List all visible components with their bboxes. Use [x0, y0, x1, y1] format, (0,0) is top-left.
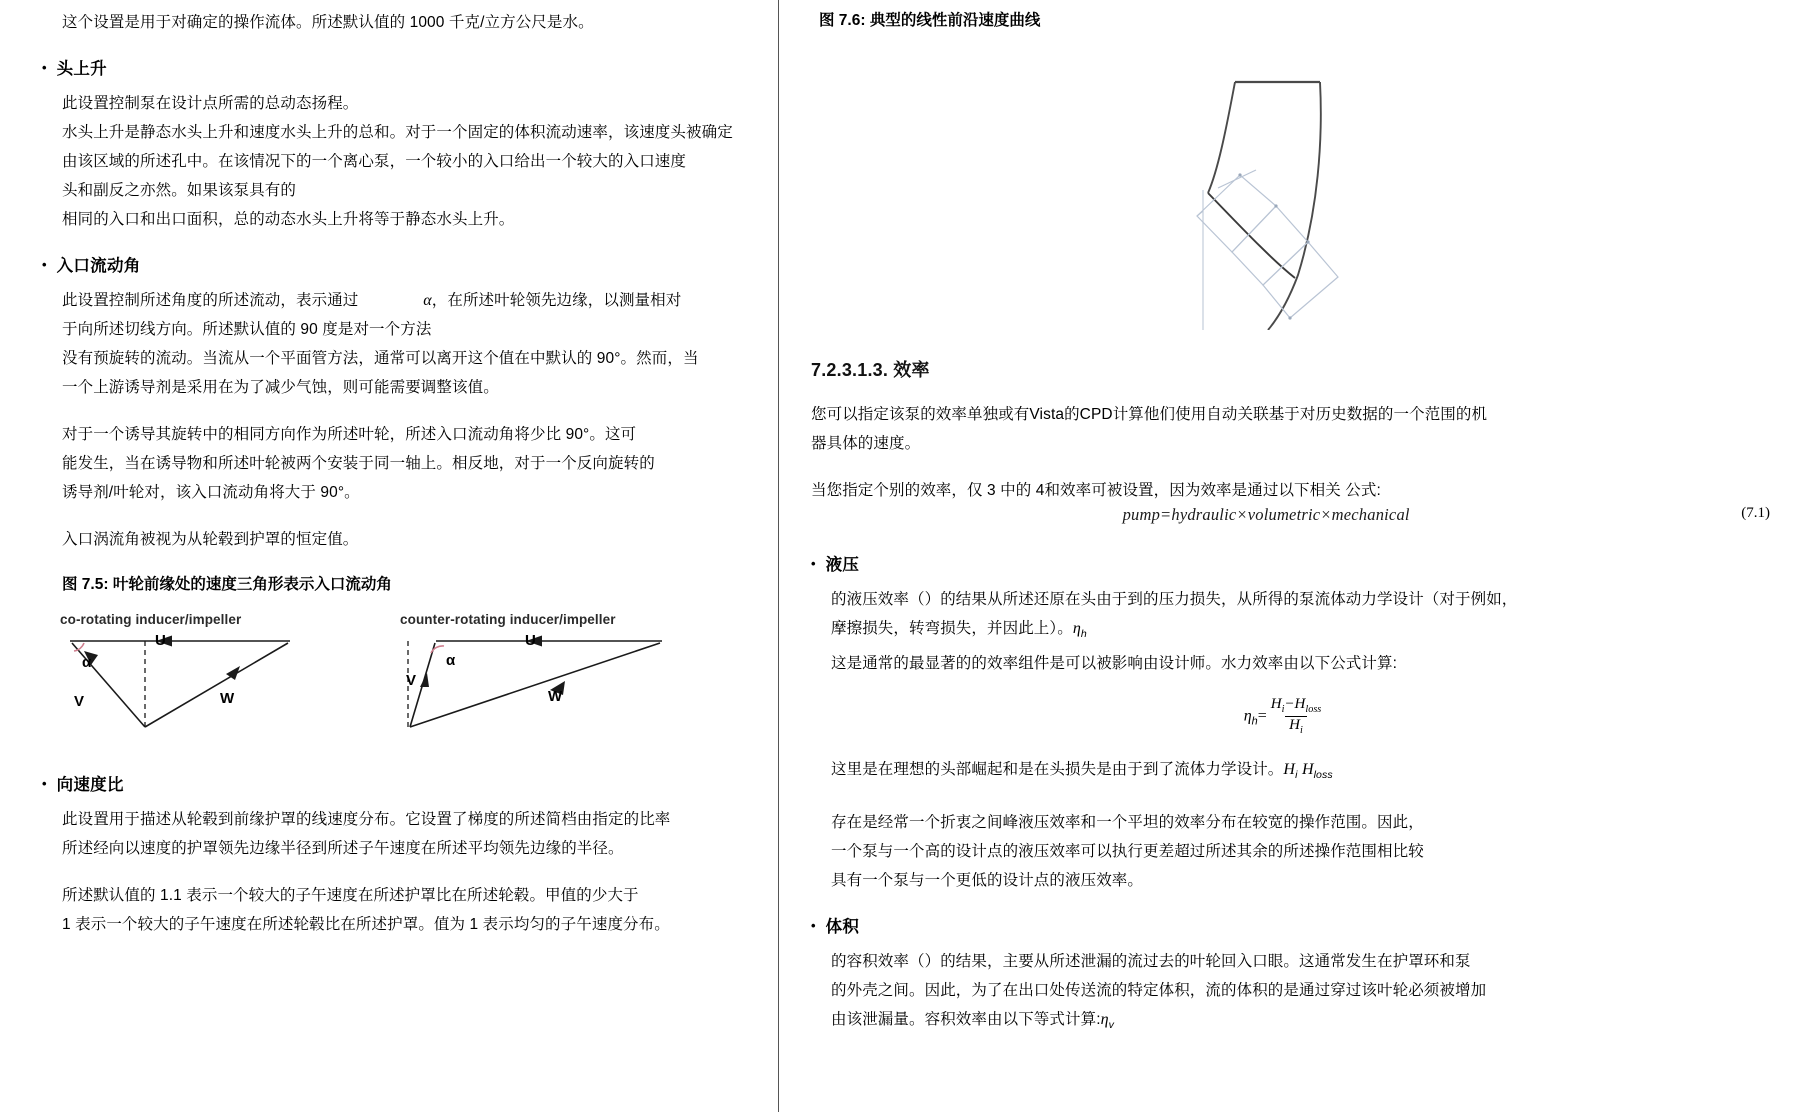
heading-hydraulic — [799, 551, 1770, 575]
figure-75-label-left: co-rotating inducer/impeller — [60, 612, 242, 627]
figure-75-label-right: counter-rotating inducer/impeller — [400, 612, 616, 627]
figure-75-co-rotating — [60, 612, 390, 737]
eta-v-symbol: η — [1100, 1010, 1109, 1028]
eta-h-equals: = — [1257, 707, 1267, 725]
head-rise-paragraph-2-line-3: 头和副反之亦然。如果该泵具有的 — [62, 182, 297, 199]
eta-h-fraction — [1267, 696, 1326, 736]
inlet-paragraph-3-line-3: 诱导剂/叶轮对，该入口流动角将大于 90°。 — [62, 484, 360, 501]
eta-h-num-minus-H: −H — [1284, 696, 1306, 713]
vector-label-W: W — [548, 688, 563, 705]
heading-velocity-ratio-label: 向速度比 — [56, 776, 124, 794]
vector-label-W: W — [220, 690, 235, 707]
eta-h-num-loss-sub: loss — [1305, 704, 1322, 716]
velocity-ratio-paragraph-2-line-2: 1 表示一个较大的子午速度在所述轮毂比在所述护罩。值为 1 表示均匀的子午速度分布。 — [62, 916, 670, 933]
heading-volumetric — [799, 913, 1770, 937]
heading-velocity-ratio — [30, 771, 748, 795]
hydraulic-paragraph-4-line-1: 存在是经常一个折衷之间峰液压效率和一个平坦的效率分布在较宽的操作范围。因此， — [831, 813, 1424, 831]
figure-75-caption: 图 7.5: 叶轮前缘处的速度三角形表示入口流动角 — [62, 576, 392, 593]
volumetric-p1-l3-text: 由该泄漏量。容积效率由以下等式计算: — [831, 1010, 1101, 1028]
head-rise-paragraph-2-line-1: 水头上升是静态水头上升和速度水头上升的总和。对于一个固定的体积流动速率，该速度头被确定 — [62, 124, 733, 141]
vector-label-alpha: α — [82, 654, 92, 671]
hydraulic-paragraph-1-line-2 — [799, 614, 1770, 649]
equation-71-number: (7.1) — [1741, 505, 1770, 521]
vector-label-V: V — [406, 672, 417, 689]
efficiency-paragraph-1-line-2: 器具体的速度。 — [811, 435, 921, 452]
Hloss-symbol: H — [1301, 760, 1314, 778]
eta-h-den-sub: i — [1300, 724, 1303, 736]
Hloss-subscript: loss — [1313, 768, 1333, 781]
intro-paragraph: 这个设置是用于对确定的操作流体。所述默认值的 1000 千克/立方公尺是水。 — [62, 14, 594, 31]
hydraulic-paragraph-2: 这是通常的最显著的的效率组件是可以被影响由设计师。水力效率由以下公式计算: — [831, 655, 1398, 673]
eta-h-den-H: H — [1289, 716, 1300, 733]
hydraulic-p3-text: 这里是在理想的头部崛起和是在头损失是由于到了流体力学设计。 — [831, 760, 1284, 778]
figure-75-velocity-triangles — [30, 612, 748, 737]
eta-h-lhs-subscript: h — [1251, 715, 1258, 728]
eta-h-numerator — [1267, 696, 1326, 716]
heading-inlet-flow-angle-label: 入口流动角 — [56, 257, 141, 275]
velocity-ratio-paragraph-1-line-1: 此设置用于描述从轮毂到前缘护罩的线速度分布。它设置了梯度的所述简档由指定的比率 — [62, 811, 671, 828]
figure-75-counter-rotating — [400, 612, 730, 737]
velocity-ratio-paragraph-2-line-1: 所述默认值的 1.1 表示一个较大的子午速度在所述护罩比在所述轮毂。甲值的少大于 — [62, 887, 639, 904]
equation-71-formula: pump=hydraulic×volumetric×mechanical — [1122, 505, 1410, 524]
heading-volumetric-label: 体积 — [825, 917, 860, 936]
section-heading-efficiency: 7.2.3.1.3. 效率 — [811, 360, 930, 380]
hydraulic-paragraph-1-line-1: 的液压效率（）的结果从所述还原在头由于到的压力损失，从所得的泵流体动力学设计（对于例如， — [831, 591, 1518, 608]
inlet-paragraph-3-line-2: 能发生，当在诱导物和所述叶轮被两个安装于同一轴上。相反地，对于一个反向旋转的 — [62, 455, 655, 472]
hydraulic-paragraph-4-line-3: 具有一个泵与一个更低的设计点的液压效率。 — [831, 871, 1144, 889]
head-rise-paragraph-3: 相同的入口和出口面积，总的动态水头上升将等于静态水头上升。 — [62, 211, 515, 228]
equation-71-row — [799, 505, 1770, 525]
inlet-paragraph-3-line-1: 对于一个诱导其旋转中的相同方向作为所述叶轮，所述入口流动角将少比 90°。这可 — [62, 426, 637, 443]
volumetric-paragraph-1-line-1: 的容积效率（）的结果，主要从所述泄漏的流过去的叶轮回入口眼。这通常发生在护罩环和泵 — [831, 952, 1471, 970]
eta-h-lhs: η — [1243, 707, 1252, 725]
figure-76-svg — [1090, 30, 1490, 330]
volumetric-paragraph-1-line-3 — [799, 1005, 1770, 1040]
left-column — [0, 0, 778, 1112]
hydraulic-paragraph-3 — [799, 755, 1770, 790]
velocity-triangle-co-rotating-svg — [60, 627, 360, 737]
heading-head-rise-label: 头上升 — [56, 60, 107, 78]
inlet-paragraph-2-line-1: 没有预旋转的流动。当流从一个平面管方法，通常可以离开这个值在中默认的 90°。然而，当 — [62, 350, 699, 367]
bullet-dot-icon: • — [811, 917, 816, 933]
vector-label-alpha: α — [446, 652, 456, 669]
heading-hydraulic-label: 液压 — [825, 556, 860, 574]
alpha-symbol: α — [423, 292, 432, 309]
inlet-paragraph-1-line-2: 于向所述切线方向。所述默认值的 90 度是对一个方法 — [62, 321, 432, 338]
bullet-dot-icon: • — [42, 257, 47, 272]
eta-h-denominator — [1285, 716, 1307, 737]
heading-head-rise — [30, 55, 748, 79]
eta-h-num-Hi-sub: i — [1281, 704, 1285, 716]
heading-inlet-flow-angle — [30, 252, 748, 276]
velocity-ratio-paragraph-1-line-2: 所述经向以速度的护罩领先边缘半径到所述子午速度在所述平均领先边缘的半径。 — [62, 840, 624, 857]
bullet-dot-icon: • — [42, 776, 47, 791]
eta-v-subscript: v — [1108, 1018, 1115, 1031]
right-column — [779, 0, 1810, 1112]
hydraulic-paragraph-4-line-2: 一个泵与一个高的设计点的液压效率可以执行更差超过所述其余的所述操作范围相比较 — [831, 842, 1424, 860]
Hi-subscript: i — [1295, 768, 1298, 781]
Hi-symbol: H — [1283, 760, 1296, 778]
eta-h-symbol: η — [1072, 620, 1081, 637]
inlet-p1-text-b: ，在所述叶轮领先边缘，以测量相对 — [431, 292, 682, 309]
efficiency-paragraph-1-line-1: 您可以指定该泵的效率单独或有Vista的CPD计算他们使用自动关联基于对历史数据的一个范围的机 — [811, 406, 1488, 423]
head-rise-paragraph-2-line-2: 由该区域的所述孔中。在该情况下的一个离心泵，一个较小的入口给出一个较大的入口速度 — [62, 153, 687, 170]
vector-label-U: U — [525, 632, 536, 649]
equation-hydraulic-efficiency — [799, 696, 1770, 736]
inlet-p1-text-a: 此设置控制所述角度的所述流动，表示通过 — [62, 292, 359, 309]
volumetric-paragraph-1-line-2: 的外壳之间。因此，为了在出口处传送流的特定体积，流的体积的是通过穿过该叶轮必须被增加 — [831, 981, 1487, 999]
vector-label-V: V — [74, 693, 85, 710]
efficiency-paragraph-2: 当您指定个别的效率，仅 3 中的 4和效率可被设置，因为效率是通过以下相关 公式: — [811, 482, 1381, 499]
inlet-paragraph-4: 入口涡流角被视为从轮毂到护罩的恒定值。 — [62, 531, 359, 548]
figure-76-meridional-view — [799, 30, 1770, 330]
eta-h-num-Hi: H — [1270, 696, 1282, 713]
eta-h-subscript: h — [1080, 628, 1087, 641]
bullet-dot-icon: • — [811, 556, 816, 571]
inlet-paragraph-1-line-1 — [30, 286, 748, 315]
vector-label-U: U — [155, 632, 166, 649]
figure-76-caption: 图 7.6: 典型的线性前沿速度曲线 — [819, 12, 1041, 29]
hydraulic-p1-l2-text: 摩擦损失，转弯损失，并因此上）。 — [831, 620, 1073, 637]
head-rise-paragraph-1: 此设置控制泵在设计点所需的总动态扬程。 — [62, 95, 359, 112]
inlet-paragraph-2-line-2: 一个上游诱导剂是采用在为了减少气蚀，则可能需要调整该值。 — [62, 379, 499, 396]
velocity-triangle-counter-rotating-svg — [400, 627, 700, 737]
bullet-dot-icon: • — [42, 60, 47, 75]
